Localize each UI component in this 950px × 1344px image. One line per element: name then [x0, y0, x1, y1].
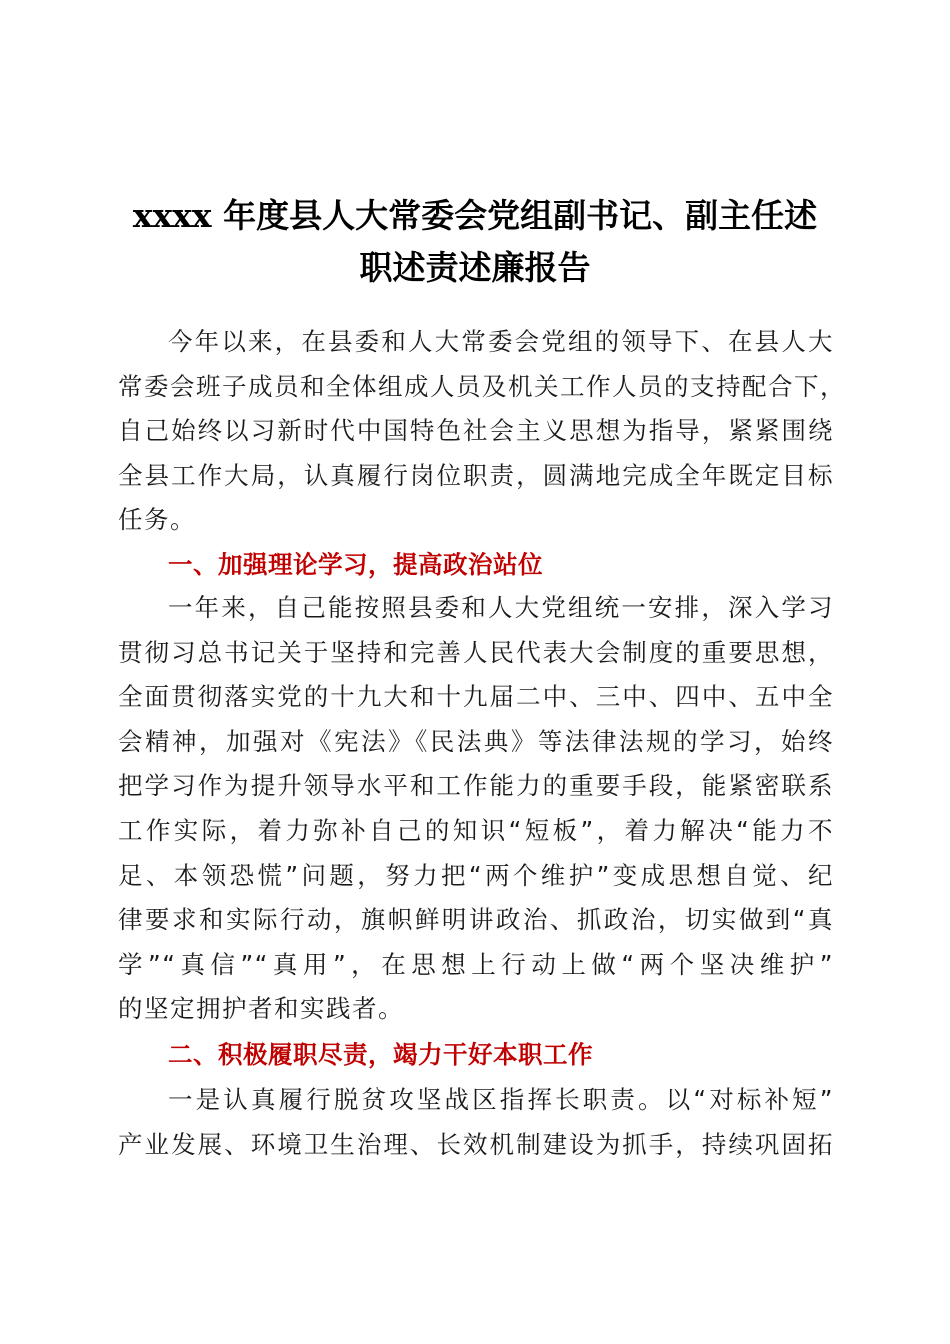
paragraph-line: 一是认真履行脱贫攻坚战区指挥长职责。以“对标补短” [168, 1085, 834, 1114]
title-line: xxxx 年度县人大常委会党组副书记、副主任述 [132, 196, 818, 235]
paragraph-line: 今年以来，在县委和人大常委会党组的领导下、在县人大 [168, 327, 834, 356]
paragraph-line: 任务。 [118, 505, 196, 535]
paragraph-duties [118, 1078, 834, 1167]
paragraph-theory-study [118, 586, 834, 1032]
paragraph-line: 足、本领恐慌”问题，努力把“两个维护”变成思想自觉、纪 [118, 860, 834, 890]
paragraph-line: 常委会班子成员和全体组成人员及机关工作人员的支持配合下， [118, 371, 846, 401]
paragraph-line: 自己始终以习新时代中国特色社会主义思想为指导，紧紧围绕 [118, 416, 834, 446]
paragraph-line: 全县工作大局，认真履行岗位职责，圆满地完成全年既定目标 [118, 460, 834, 490]
section-heading-2: 二、积极履职尽责，竭力干好本职工作 [168, 1040, 593, 1069]
paragraph-line: 一年来，自己能按照县委和人大党组统一安排，深入学习 [168, 593, 834, 622]
paragraph-line: 贯彻习总书记关于坚持和完善人民代表大会制度的重要思想， [118, 637, 834, 667]
document-title [100, 190, 850, 294]
paragraph-intro [118, 320, 846, 543]
paragraph-line: 工作实际，着力弥补自己的知识“短板”，着力解决“能力不 [118, 815, 834, 845]
paragraph-line: 把学习作为提升领导水平和工作能力的重要手段，能紧密联系 [118, 771, 834, 801]
paragraph-line: 学”“真信”“真用”，在思想上行动上做“两个坚决维护” [118, 949, 834, 979]
paragraph-line: 全面贯彻落实党的十九大和十九届二中、三中、四中、五中全 [118, 682, 834, 712]
paragraph-line: 律要求和实际行动，旗帜鲜明讲政治、抓政治，切实做到“真 [118, 905, 834, 935]
paragraph-line: 的坚定拥护者和实践者。 [118, 994, 404, 1024]
paragraph-line: 产业发展、环境卫生治理、长效机制建设为抓手，持续巩固拓 [118, 1129, 834, 1159]
paragraph-line: 会精神，加强对《宪法》《民法典》等法律法规的学习，始终 [118, 726, 834, 756]
title-line: 职述责述廉报告 [359, 248, 591, 287]
section-heading-1: 一、加强理论学习，提高政治站位 [168, 550, 543, 579]
